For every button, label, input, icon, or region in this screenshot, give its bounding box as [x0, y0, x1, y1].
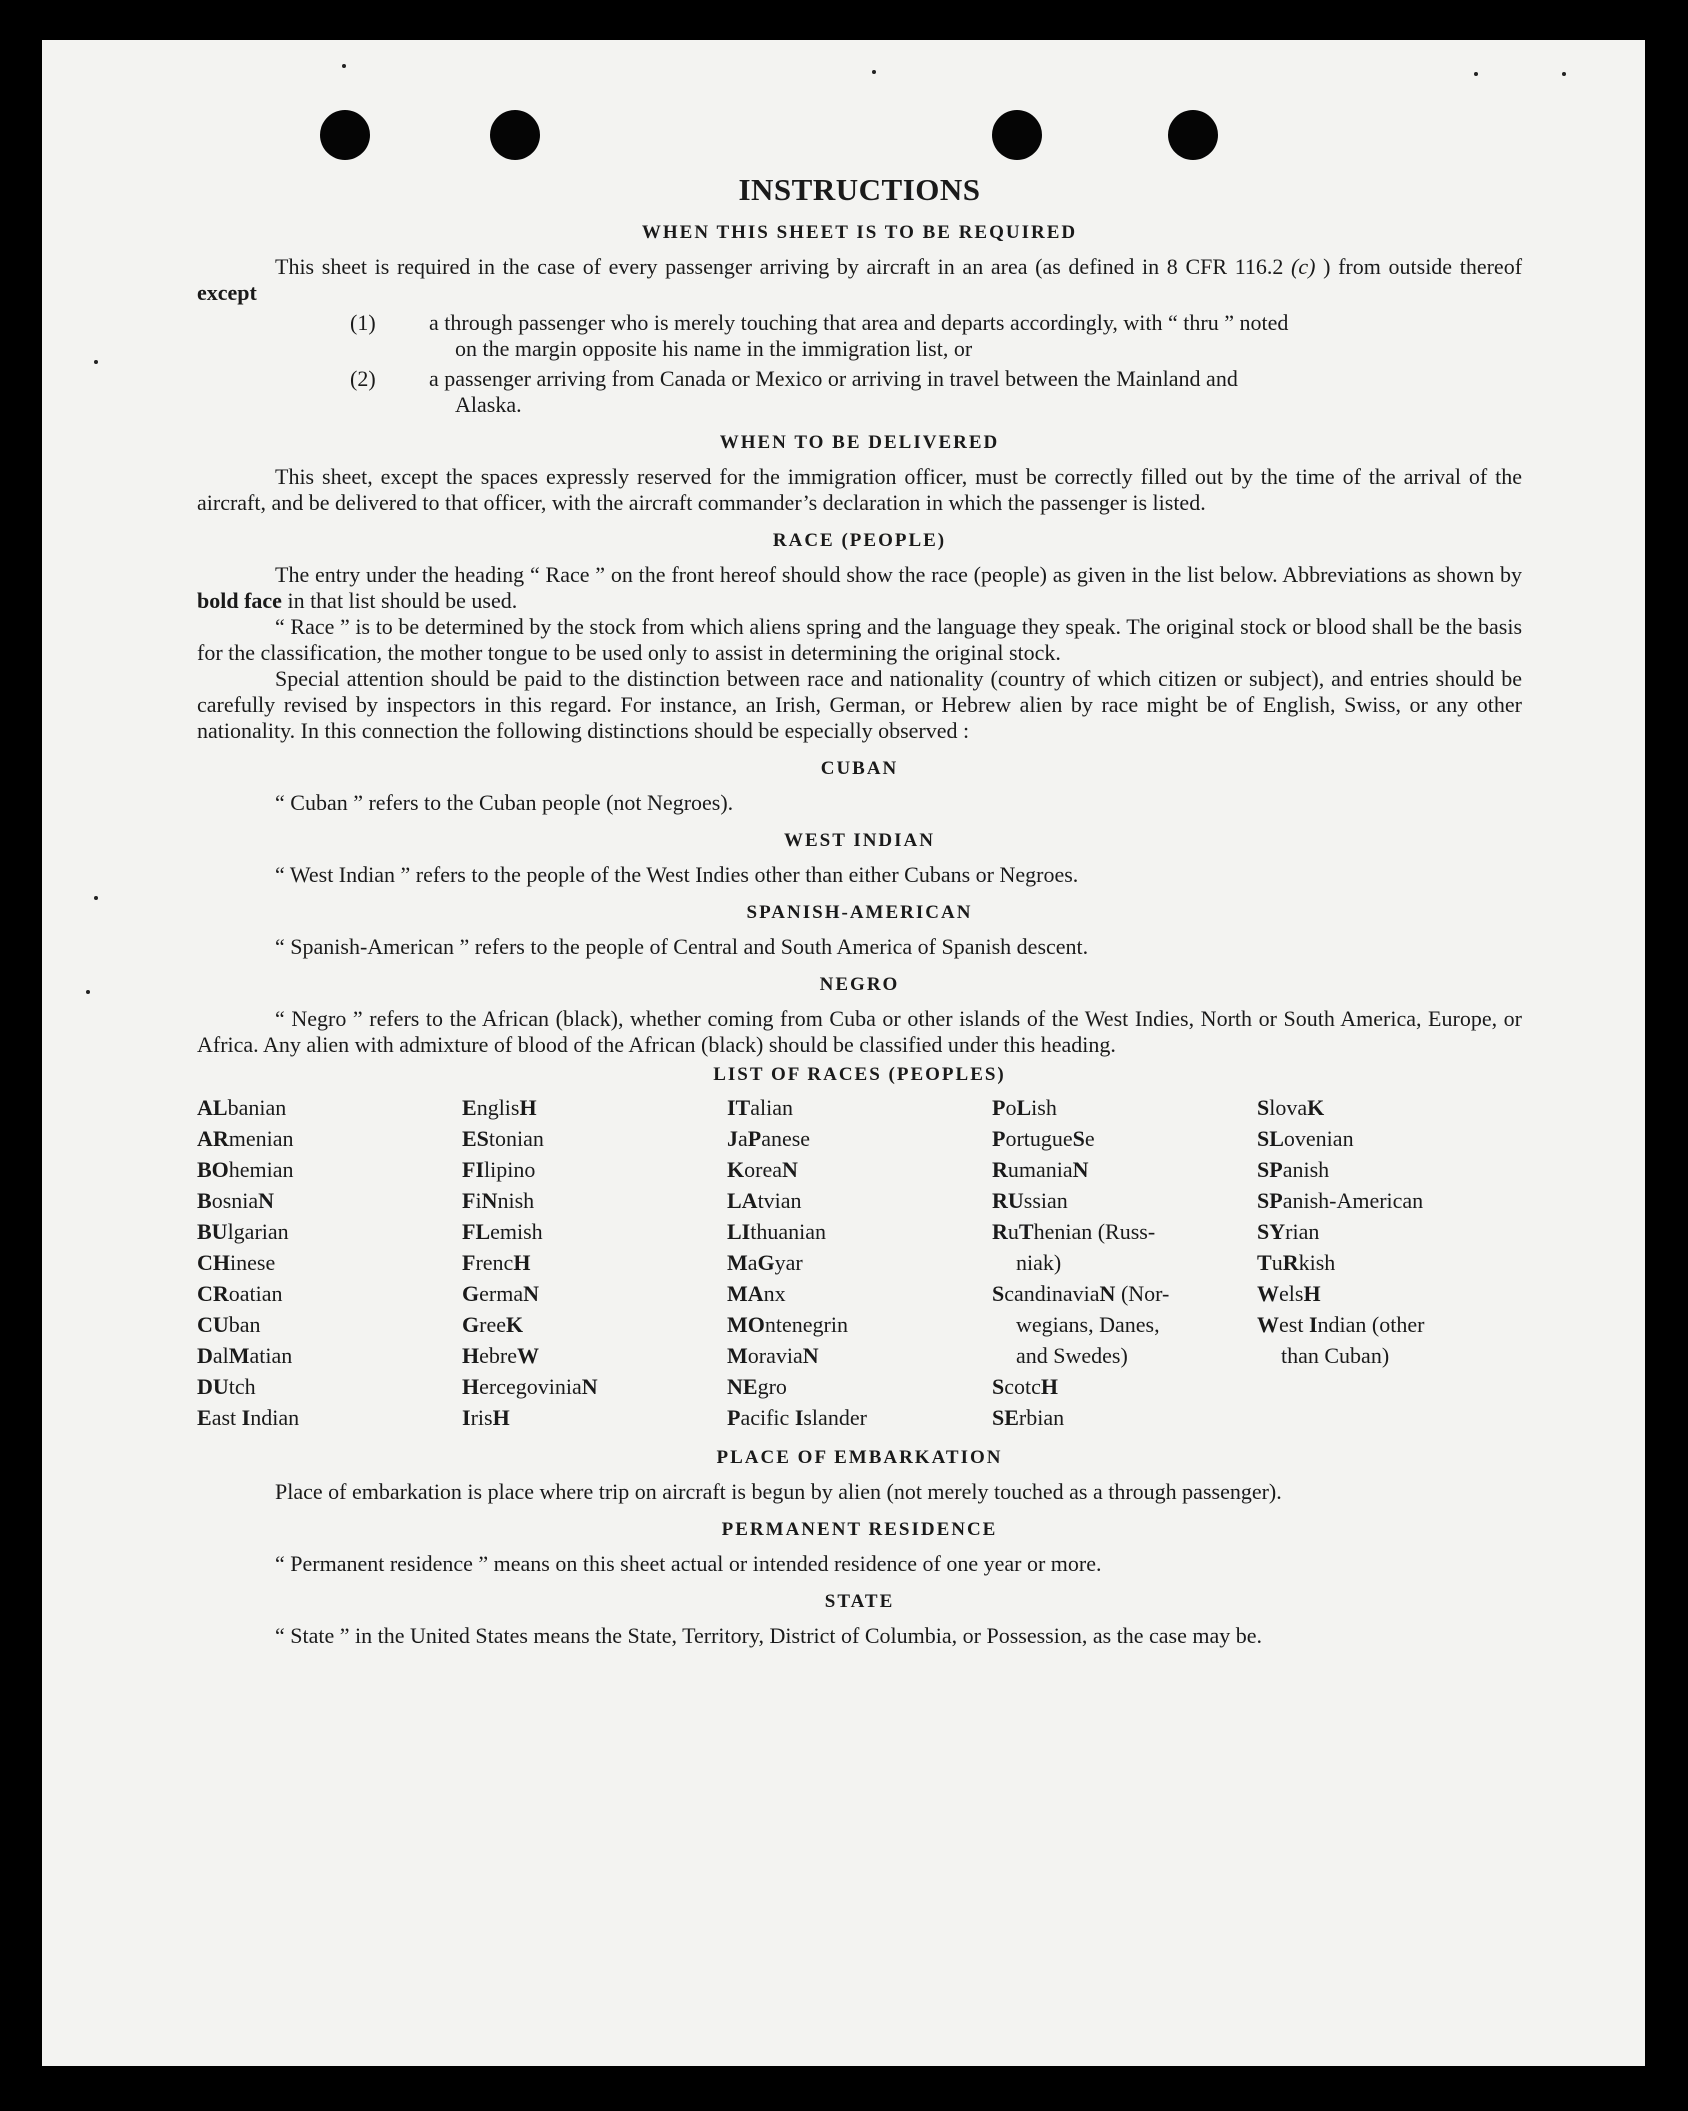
when-required-paragraph: This sheet is required in the case of every passenger arriving by aircraft in an area (as defined in 8 CFR 116.2 (c) ) from outside thereof except	[197, 254, 1523, 305]
speck	[1562, 72, 1566, 76]
negro-definition: “ Negro ” refers to the African (black), whether coming from Cuba or other islands of the West Indies, North or South America, Europe, or Africa. Any alien with admixture of blood of the African (black) should be classified under this heading.	[197, 1006, 1522, 1057]
race-entry: ALbanian	[197, 1095, 287, 1120]
race-entry: EnglisH	[462, 1095, 537, 1120]
race-entry: BosniaN	[197, 1188, 275, 1213]
race-entry: RumaniaN	[992, 1157, 1089, 1182]
race-entry: ScandinaviaN (Nor-	[992, 1281, 1170, 1306]
race-entry: SYrian	[1257, 1219, 1320, 1244]
race-entry: MaGyar	[727, 1250, 803, 1275]
permanent-residence-definition: “ Permanent residence ” means on this sheet actual or intended residence of one year or more.	[275, 1551, 1102, 1576]
race-entry: Pacific Islander	[727, 1405, 867, 1430]
race-entry: RuThenian (Russ-	[992, 1219, 1156, 1244]
race-entry: FIlipino	[462, 1157, 536, 1182]
heading-state: STATE	[824, 1591, 895, 1612]
races-column	[197, 1092, 462, 1433]
race-entry: than Cuban)	[1281, 1343, 1390, 1368]
race-entry: MoraviaN	[727, 1343, 819, 1368]
heading-spanish-american: SPANISH-AMERICAN	[746, 902, 973, 923]
punch-hole-4	[1168, 110, 1218, 160]
punch-hole-2	[490, 110, 540, 160]
speck	[872, 70, 876, 74]
races-column	[727, 1092, 992, 1433]
heading-negro: NEGRO	[819, 974, 900, 995]
race-paragraph-3: Special attention should be paid to the distinction between race and nationality (country of which citizen or subject), and entries should be carefully revised by inspectors in this regard. For instance, an Irish, German, or Hebrew alien by race might be of English, Swiss, or any other nationality. In this connection the following distinctions should be especially observed :	[197, 666, 1522, 743]
race-entry: TuRkish	[1257, 1250, 1336, 1275]
race-entry: CHinese	[197, 1250, 276, 1275]
exception-item-2: (2) a passenger arriving from Canada or Mexico or arriving in travel between the Mainland and Alaska.	[350, 366, 1238, 417]
race-entry: East Indian	[197, 1405, 300, 1430]
speck	[342, 64, 346, 68]
race-entry: HercegoviniaN	[462, 1374, 598, 1399]
race-entry: BOhemian	[197, 1157, 294, 1182]
race-entry: HebreW	[462, 1343, 539, 1368]
heading-cuban: CUBAN	[820, 758, 899, 779]
race-entry: LAtvian	[727, 1188, 802, 1213]
race-entry: RUssian	[992, 1188, 1068, 1213]
heading-west-indian: WEST INDIAN	[784, 830, 935, 851]
speck	[86, 990, 90, 994]
race-entry: NEgro	[727, 1374, 787, 1399]
race-entry: SPanish	[1257, 1157, 1330, 1182]
race-entry: wegians, Danes,	[1016, 1312, 1160, 1337]
exception-item-1: (1) a through passenger who is merely touching that area and departs accordingly, with “ thru ” noted on the margin opposite his name in the immigration list, or	[350, 310, 1289, 361]
heading-race: RACE (PEOPLE)	[772, 530, 947, 551]
heading-when-delivered: WHEN TO BE DELIVERED	[719, 432, 1000, 453]
race-entry: KoreaN	[727, 1157, 798, 1182]
race-entry: GermaN	[462, 1281, 539, 1306]
race-entry: JaPanese	[727, 1126, 811, 1151]
west-indian-definition: “ West Indian ” refers to the people of the West Indies other than either Cubans or Negroes.	[275, 862, 1079, 887]
cuban-definition: “ Cuban ” refers to the Cuban people (not Negroes).	[275, 790, 734, 815]
when-delivered-paragraph: This sheet, except the spaces expressly reserved for the immigration officer, must be correctly filled out by the time of the arrival of the aircraft, and be delivered to that officer, with the aircraft commander’s declaration in which the passenger is listed.	[197, 464, 1522, 515]
race-entry: IrisH	[462, 1405, 510, 1430]
race-entry: DUtch	[197, 1374, 256, 1399]
race-entry: DalMatian	[197, 1343, 293, 1368]
race-paragraph-1: The entry under the heading “ Race ” on the front hereof should show the race (people) as given in the list below. Abbreviations as shown by bold face in that list should be used.	[197, 562, 1522, 613]
punch-hole-1	[320, 110, 370, 160]
race-entry: GreeK	[462, 1312, 524, 1337]
race-entry: SLovenian	[1257, 1126, 1354, 1151]
race-paragraph-2: “ Race ” is to be determined by the stock from which aliens spring and the language they speak. The original stock or blood shall be the basis for the classification, the mother tongue to be used only to assist in determining the original stock.	[197, 614, 1522, 665]
races-column	[1257, 1092, 1522, 1433]
heading-when-required: WHEN THIS SHEET IS TO BE REQUIRED	[641, 222, 1078, 243]
race-entry: EStonian	[462, 1126, 544, 1151]
race-entry: ITalian	[727, 1095, 794, 1120]
state-definition: “ State ” in the United States means the State, Territory, District of Columbia, or Possession, as the case may be.	[275, 1623, 1263, 1648]
races-column	[462, 1092, 727, 1433]
embarkation-paragraph: Place of embarkation is place where trip on aircraft is begun by alien (not merely touched as a through passenger).	[275, 1479, 1282, 1504]
speck	[94, 896, 98, 900]
race-entry: BUlgarian	[197, 1219, 289, 1244]
race-entry: ScotcH	[992, 1374, 1059, 1399]
race-entry: SErbian	[992, 1405, 1065, 1430]
race-entry: PoLish	[992, 1095, 1057, 1120]
race-entry: SlovaK	[1257, 1095, 1325, 1120]
race-entry: ARmenian	[197, 1126, 294, 1151]
race-entry: WelsH	[1257, 1281, 1321, 1306]
spanish-american-definition: “ Spanish-American ” refers to the people of Central and South America of Spanish descent.	[275, 934, 1089, 959]
race-entry: West Indian (other	[1257, 1312, 1425, 1337]
race-entry: MOntenegrin	[727, 1312, 848, 1337]
document-page	[42, 40, 1645, 2066]
race-entry: and Swedes)	[1016, 1343, 1128, 1368]
race-entry: FiNnish	[462, 1188, 535, 1213]
race-entry: FLemish	[462, 1219, 543, 1244]
race-entry: CRoatian	[197, 1281, 283, 1306]
race-entry: MAnx	[727, 1281, 786, 1306]
speck	[1474, 72, 1478, 76]
race-entry: LIthuanian	[727, 1219, 827, 1244]
instructions-content	[197, 172, 1522, 1649]
heading-list-of-races: LIST OF RACES (PEOPLES)	[713, 1064, 1006, 1085]
heading-permanent-residence: PERMANENT RESIDENCE	[721, 1519, 998, 1540]
race-entry: SPanish-American	[1257, 1188, 1424, 1213]
races-column	[992, 1092, 1257, 1433]
punch-hole-3	[992, 110, 1042, 160]
race-entry: PortugueSe	[992, 1126, 1095, 1151]
races-list	[197, 1092, 1522, 1433]
race-entry: CUban	[197, 1312, 261, 1337]
race-entry: FrencH	[462, 1250, 531, 1275]
heading-place-of-embarkation: PLACE OF EMBARKATION	[716, 1447, 1003, 1468]
race-entry: niak)	[1016, 1250, 1062, 1275]
page-title: INSTRUCTIONS	[738, 172, 981, 207]
speck	[94, 360, 98, 364]
